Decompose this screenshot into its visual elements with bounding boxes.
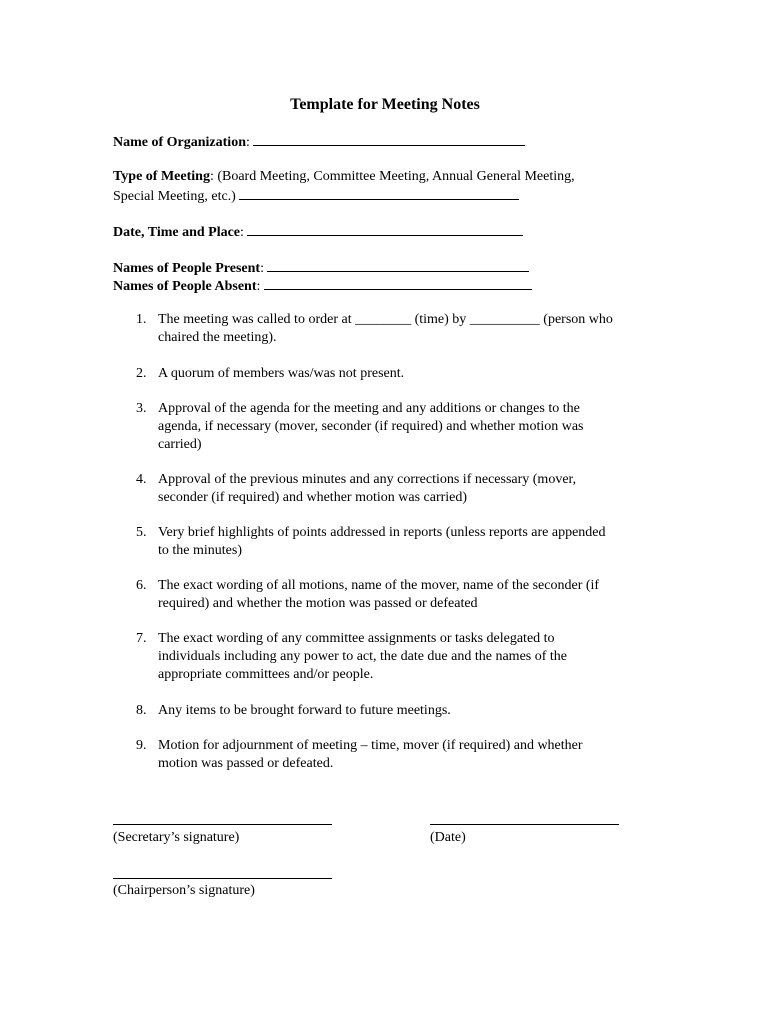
meeting-type-field: [113, 168, 673, 206]
list-item-number: 9.: [136, 738, 147, 753]
date-time-place-colon: :: [240, 225, 244, 240]
absent-field: [113, 276, 673, 296]
list-item-text: chaired the meeting).: [158, 330, 277, 345]
list-item-text: to the minutes): [158, 543, 242, 558]
organization-blank[interactable]: [253, 132, 525, 146]
list-item: [113, 400, 658, 454]
present-blank[interactable]: [267, 258, 529, 272]
meeting-type-text-cont: Special Meeting, etc.): [113, 189, 236, 204]
absent-label: Names of People Absent: [113, 279, 257, 294]
list-item-text: Approval of the previous minutes and any corrections if necessary (mover,: [158, 472, 577, 487]
meeting-type-label: Type of Meeting: [113, 169, 210, 184]
list-item: [113, 311, 658, 347]
secretary-signature-label: (Secretary’s signature): [113, 830, 240, 845]
minutes-items-list: [113, 311, 658, 773]
present-field: [113, 258, 673, 278]
date-time-place-field: [113, 222, 673, 242]
absent-colon: :: [256, 279, 261, 294]
list-item-text: appropriate committees and/or people.: [158, 667, 374, 682]
secretary-signature-line[interactable]: [113, 824, 332, 825]
organization-label: Name of Organization: [113, 135, 246, 150]
list-item-number: 5.: [136, 525, 147, 540]
date-time-place-blank[interactable]: [247, 222, 523, 236]
organization-field: [113, 132, 673, 152]
list-item-text: A quorum of members was/was not present.: [158, 366, 405, 381]
list-item: [113, 630, 658, 684]
list-item-text: seconder (if required) and whether motion was carried): [158, 490, 468, 505]
list-item-text: agenda, if necessary (mover, seconder (if required) and whether motion was: [158, 419, 584, 434]
list-item-text: Approval of the agenda for the meeting and any additions or changes to the: [158, 401, 580, 416]
list-item-number: 8.: [136, 703, 147, 718]
list-item: [113, 737, 658, 773]
list-item-text: individuals including any power to act, the date due and the names of the: [158, 649, 567, 664]
organization-colon: :: [245, 135, 250, 150]
list-item-text: The exact wording of all motions, name of the mover, name of the seconder (if: [158, 578, 600, 593]
present-colon: :: [260, 261, 264, 276]
list-item-text: required) and whether the motion was passed or defeated: [158, 596, 478, 611]
list-item-number: 4.: [136, 472, 147, 487]
list-item: [113, 471, 658, 507]
absent-blank[interactable]: [264, 276, 532, 290]
date-time-place-label: Date, Time and Place: [113, 225, 241, 240]
date-signature-label: (Date): [430, 830, 466, 845]
list-item-text: The meeting was called to order at ________ (time) by __________ (person who: [158, 312, 613, 327]
list-item-number: 3.: [136, 401, 147, 416]
list-item-text: carried): [158, 437, 202, 452]
list-item-text: Any items to be brought forward to future meetings.: [158, 703, 451, 718]
meeting-type-blank[interactable]: [239, 186, 519, 200]
list-item-number: 7.: [136, 631, 147, 646]
chairperson-signature-label: (Chairperson’s signature): [113, 883, 255, 898]
list-item-text: Very brief highlights of points addressed in reports (unless reports are appended: [158, 525, 606, 540]
list-item: [113, 702, 658, 720]
list-item-text: Motion for adjournment of meeting – time, mover (if required) and whether: [158, 738, 583, 753]
list-item-text: The exact wording of any committee assignments or tasks delegated to: [158, 631, 555, 646]
list-item-number: 2.: [136, 366, 147, 381]
list-item: [113, 577, 658, 613]
chairperson-signature-line[interactable]: [113, 878, 332, 879]
list-item-number: 1.: [136, 312, 147, 327]
present-label: Names of People Present: [113, 261, 261, 276]
list-item-number: 6.: [136, 578, 147, 593]
list-item: [113, 524, 658, 560]
date-signature-line[interactable]: [430, 824, 619, 825]
meeting-type-text: : (Board Meeting, Committee Meeting, Annual General Meeting,: [209, 169, 575, 184]
document-title: Template for Meeting Notes: [290, 96, 480, 113]
list-item: [113, 365, 658, 383]
list-item-text: motion was passed or defeated.: [158, 756, 334, 771]
